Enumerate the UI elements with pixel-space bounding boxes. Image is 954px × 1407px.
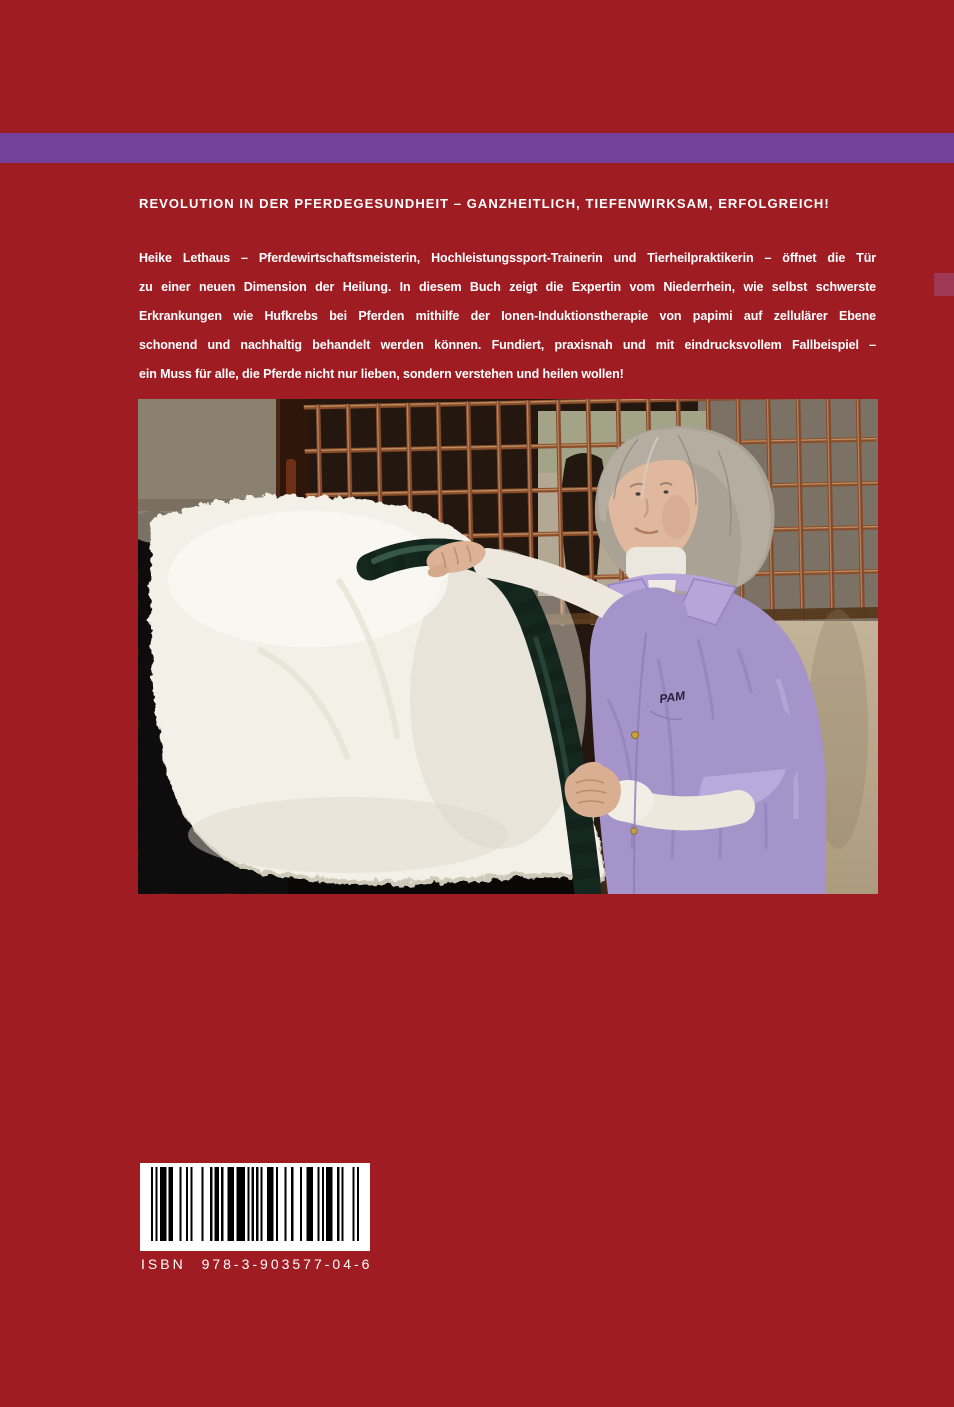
blurb-line: schonend und nachhaltig behandelt werden können. Fundiert, praxisnah und mit eindrucksvollem Fallbeispiel – xyxy=(139,338,876,352)
shirt-button xyxy=(632,732,639,739)
blurb-line: Erkrankungen wie Hufkrebs bei Pferden mithilfe der Ionen-Induktionstherapie von papimi auf zellulärer Ebene xyxy=(139,309,876,323)
shirt-logo: PAM xyxy=(658,688,686,706)
blurb-line: zu einer neuen Dimension der Heilung. In diesem Buch zeigt die Expertin vom Niederrhein, wie selbst schwerste xyxy=(139,280,876,294)
isbn-label: ISBN 978-3-903577-04-6 xyxy=(141,1256,373,1272)
blurb-paragraph xyxy=(139,244,876,389)
cover-photo xyxy=(138,399,878,894)
accent-band-edge-highlight xyxy=(934,273,954,296)
eye xyxy=(635,492,640,495)
blurb-line: Heike Lethaus – Pferdewirtschaftsmeisterin, Hochleistungssport-Trainerin und Tierheilpraktikerin – öffnet die Tür xyxy=(139,251,876,265)
headline-text: REVOLUTION IN DER PFERDEGESUNDHEIT – GANZHEITLICH, TIEFENWIRKSAM, ERFOLGREICH! xyxy=(139,196,830,211)
isbn-barcode xyxy=(140,1163,370,1251)
purple-accent-band xyxy=(0,133,954,163)
blurb-line: ein Muss für alle, die Pferde nicht nur lieben, sondern verstehen und heilen wollen! xyxy=(139,367,624,381)
photo-scene xyxy=(138,399,878,894)
barcode-bars xyxy=(151,1167,359,1241)
